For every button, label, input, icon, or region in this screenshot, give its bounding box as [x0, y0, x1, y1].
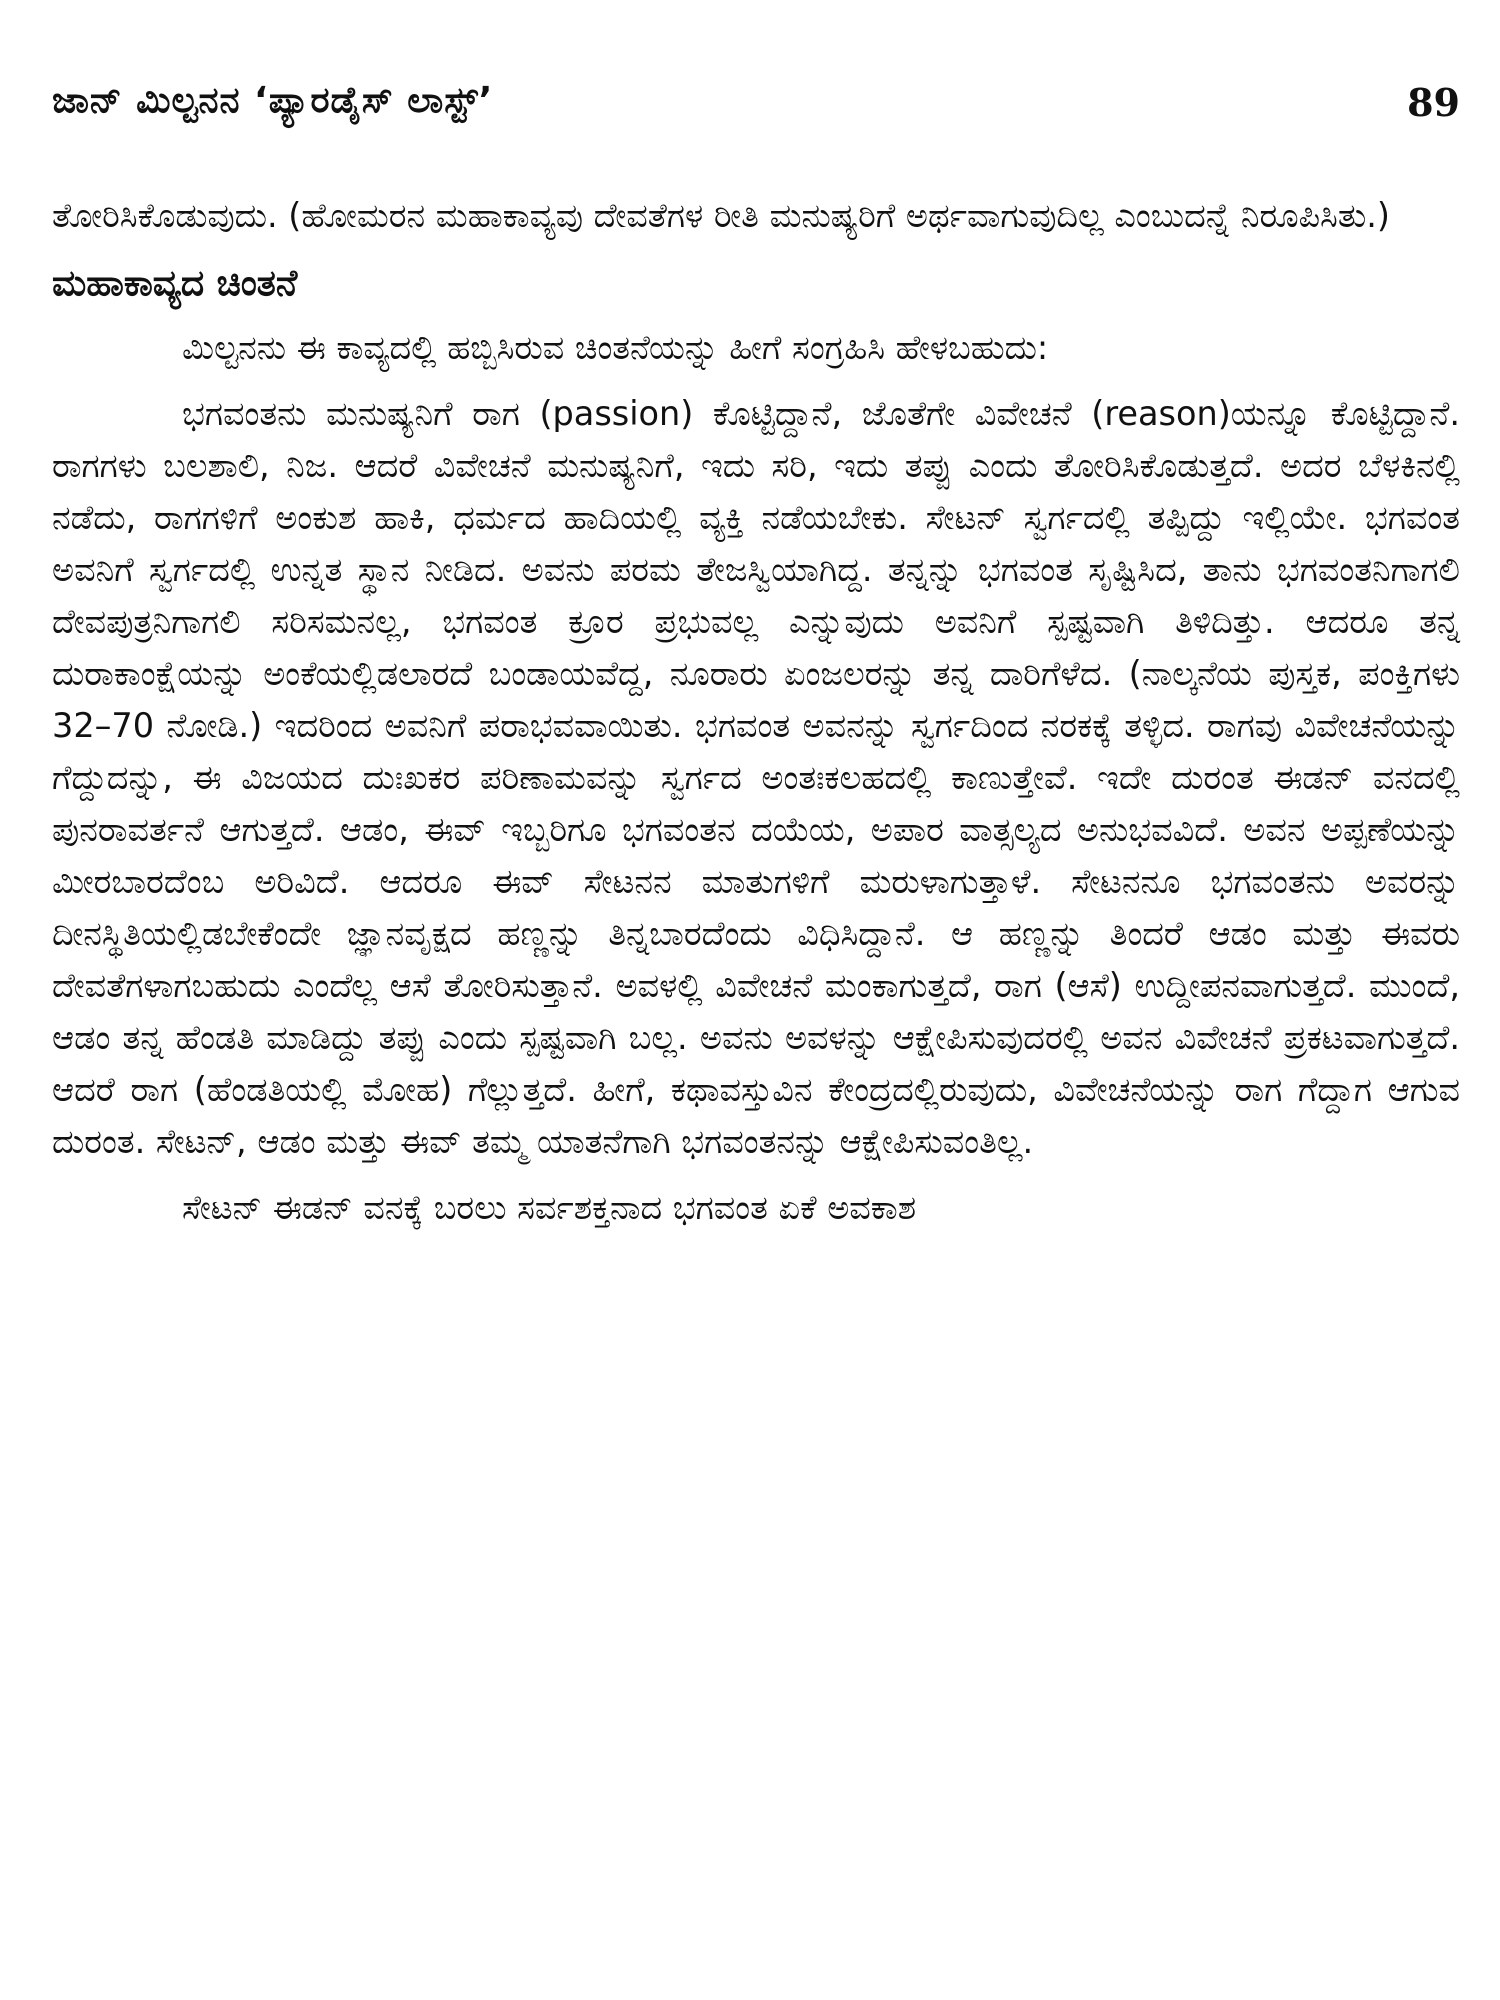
continuation-paragraph: ತೋರಿಸಿಕೊಡುವುದು. (ಹೋಮರನ ಮಹಾಕಾವ್ಯವು ದೇವತೆಗಳ ರೀತಿ ಮನುಷ್ಯರಿಗೆ ಅರ್ಥವಾಗುವುದಿಲ್ಲ ಎಂಬುದನ್ನೆ ನಿರೂಪಿಸಿತು.) — [52, 196, 1390, 235]
section-heading: ಮಹಾಕಾವ್ಯದ ಚಿಂತನೆ — [52, 263, 298, 304]
last-paragraph: ಸೇಟನ್ ಈಡನ್ ವನಕ್ಕೆ ಬರಲು ಸರ್ವಶಕ್ತನಾದ ಭಗವಂತ ಏಕೆ ಅವಕಾಶ — [182, 1188, 917, 1227]
page-header — [52, 80, 1460, 130]
main-paragraph: ಭಗವಂತನು ಮನುಷ್ಯನಿಗೆ ರಾಗ (passion) ಕೊಟ್ಟಿದ್ದಾನೆ, ಜೊತೆಗೇ ವಿವೇಚನೆ (reason)ಯನ್ನೂ ಕೊಟ್ಟಿದ್ದಾನೆ. ರಾಗಗಳು ಬಲಶಾಲಿ, ನಿಜ. ಆದರೆ ವಿವೇಚನೆ ಮನುಷ್ಯನಿಗೆ, ಇದು ಸರಿ, ಇದು ತಪ್ಪು ಎಂದು ತೋರಿಸಿಕೊಡುತ್ತದೆ. ಅದರ ಬೆಳಕಿನಲ್ಲಿ ನಡೆದು, ರಾಗಗಳಿಗೆ ಅಂಕುಶ ಹಾಕಿ, ಧರ್ಮದ ಹಾದಿಯಲ್ಲಿ ವ್ಯಕ್ತಿ ನಡೆಯಬೇಕು. ಸೇಟನ್ ಸ್ವರ್ಗದಲ್ಲಿ ತಪ್ಪಿದ್ದು ಇಲ್ಲಿಯೇ. ಭಗವಂತ ಅವನಿಗೆ ಸ್ವರ್ಗದಲ್ಲಿ ಉನ್ನತ ಸ್ಥಾನ ನೀಡಿದ. ಅವನು ಪರಮ ತೇಜಸ್ವಿಯಾಗಿದ್ದ. ತನ್ನನ್ನು ಭಗವಂತ ಸೃಷ್ಟಿಸಿದ, ತಾನು ಭಗವಂತನಿಗಾಗಲಿ ದೇವಪುತ್ರನಿಗಾಗಲಿ ಸರಿಸಮನಲ್ಲ, ಭಗವಂತ ಕ್ರೂರ ಪ್ರಭುವಲ್ಲ ಎನ್ನುವುದು ಅವನಿಗೆ ಸ್ಪಷ್ಟವಾಗಿ ತಿಳಿದಿತ್ತು. ಆದರೂ ತನ್ನ ದುರಾಕಾಂಕ್ಷೆಯನ್ನು ಅಂಕೆಯಲ್ಲಿಡಲಾರದೆ ಬಂಡಾಯವೆದ್ದ, ನೂರಾರು ಏಂಜಲರನ್ನು ತನ್ನ ದಾರಿಗೆಳೆದ. (ನಾಲ್ಕನೆಯ ಪುಸ್ತಕ, ಪಂಕ್ತಿಗಳು 32–70 ನೋಡಿ.) ಇದರಿಂದ ಅವನಿಗೆ ಪರಾಭವವಾಯಿತು. ಭಗವಂತ ಅವನನ್ನು ಸ್ವರ್ಗದಿಂದ ನರಕಕ್ಕೆ ತಳ್ಳಿದ. ರಾಗವು ವಿವೇಚನೆಯನ್ನು ಗೆದ್ದುದನ್ನು, ಈ ವಿಜಯದ ದುಃಖಕರ ಪರಿಣಾಮವನ್ನು ಸ್ವರ್ಗದ ಅಂತಃಕಲಹದಲ್ಲಿ ಕಾಣುತ್ತೇವೆ. ಇದೇ ದುರಂತ ಈಡನ್ ವನದಲ್ಲಿ ಪುನರಾವರ್ತನೆ ಆಗುತ್ತದೆ. ಆಡಂ, ಈವ್ ಇಬ್ಬರಿಗೂ ಭಗವಂತನ ದಯೆಯ, ಅಪಾರ ವಾತ್ಸಲ್ಯದ ಅನುಭವವಿದೆ. ಅವನ ಅಪ್ಪಣೆಯನ್ನು ಮೀರಬಾರದೆಂಬ ಅರಿವಿದೆ. ಆದರೂ ಈವ್ ಸೇಟನನ ಮಾತುಗಳಿಗೆ ಮರುಳಾಗುತ್ತಾಳೆ. ಸೇಟನನೂ ಭಗವಂತನು ಅವರನ್ನು ದೀನಸ್ಥಿತಿಯಲ್ಲಿಡಬೇಕೆಂದೇ ಜ್ಞಾನವೃಕ್ಷದ ಹಣ್ಣನ್ನು ತಿನ್ನಬಾರದೆಂದು ವಿಧಿಸಿದ್ದಾನೆ. ಆ ಹಣ್ಣನ್ನು ತಿಂದರೆ ಆಡಂ ಮತ್ತು ಈವರು ದೇವತೆಗಳಾಗಬಹುದು ಎಂದೆಲ್ಲ ಆಸೆ ತೋರಿಸುತ್ತಾನೆ. ಅವಳಲ್ಲಿ ವಿವೇಚನೆ ಮಂಕಾಗುತ್ತದೆ, ರಾಗ (ಆಸೆ) ಉದ್ದೀಪನವಾಗುತ್ತದೆ. ಮುಂದೆ, ಆಡಂ ತನ್ನ ಹೆಂಡತಿ ಮಾಡಿದ್ದು ತಪ್ಪು ಎಂದು ಸ್ಪಷ್ಟವಾಗಿ ಬಲ್ಲ. ಅವನು ಅವಳನ್ನು ಆಕ್ಷೇಪಿಸುವುದರಲ್ಲಿ ಅವನ ವಿವೇಚನೆ ಪ್ರಕಟವಾಗುತ್ತದೆ. ಆದರೆ ರಾಗ (ಹೆಂಡತಿಯಲ್ಲಿ ಮೋಹ) ಗೆಲ್ಲುತ್ತದೆ. ಹೀಗೆ, ಕಥಾವಸ್ತುವಿನ ಕೇಂದ್ರದಲ್ಲಿರುವುದು, ವಿವೇಚನೆಯನ್ನು ರಾಗ ಗೆದ್ದಾಗ ಆಗುವ ದುರಂತ. ಸೇಟನ್, ಆಡಂ ಮತ್ತು ಈವ್ ತಮ್ಮ ಯಾತನೆಗಾಗಿ ಭಗವಂತನನ್ನು ಆಕ್ಷೇಪಿಸುವಂತಿಲ್ಲ. — [52, 394, 1460, 1161]
body-text — [52, 190, 1460, 1234]
running-title: ಜಾನ್ ಮಿಲ್ಟನನ ‘ಪ್ಯಾರಡೈಸ್ ಲಾಸ್ಟ್’ — [52, 80, 494, 121]
intro-paragraph: ಮಿಲ್ಟನನು ಈ ಕಾವ್ಯದಲ್ಲಿ ಹಬ್ಬಿಸಿರುವ ಚಿಂತನೆಯನ್ನು ಹೀಗೆ ಸಂಗ್ರಹಿಸಿ ಹೇಳಬಹುದು: — [182, 328, 1049, 367]
page-number: 89 — [1407, 80, 1460, 125]
